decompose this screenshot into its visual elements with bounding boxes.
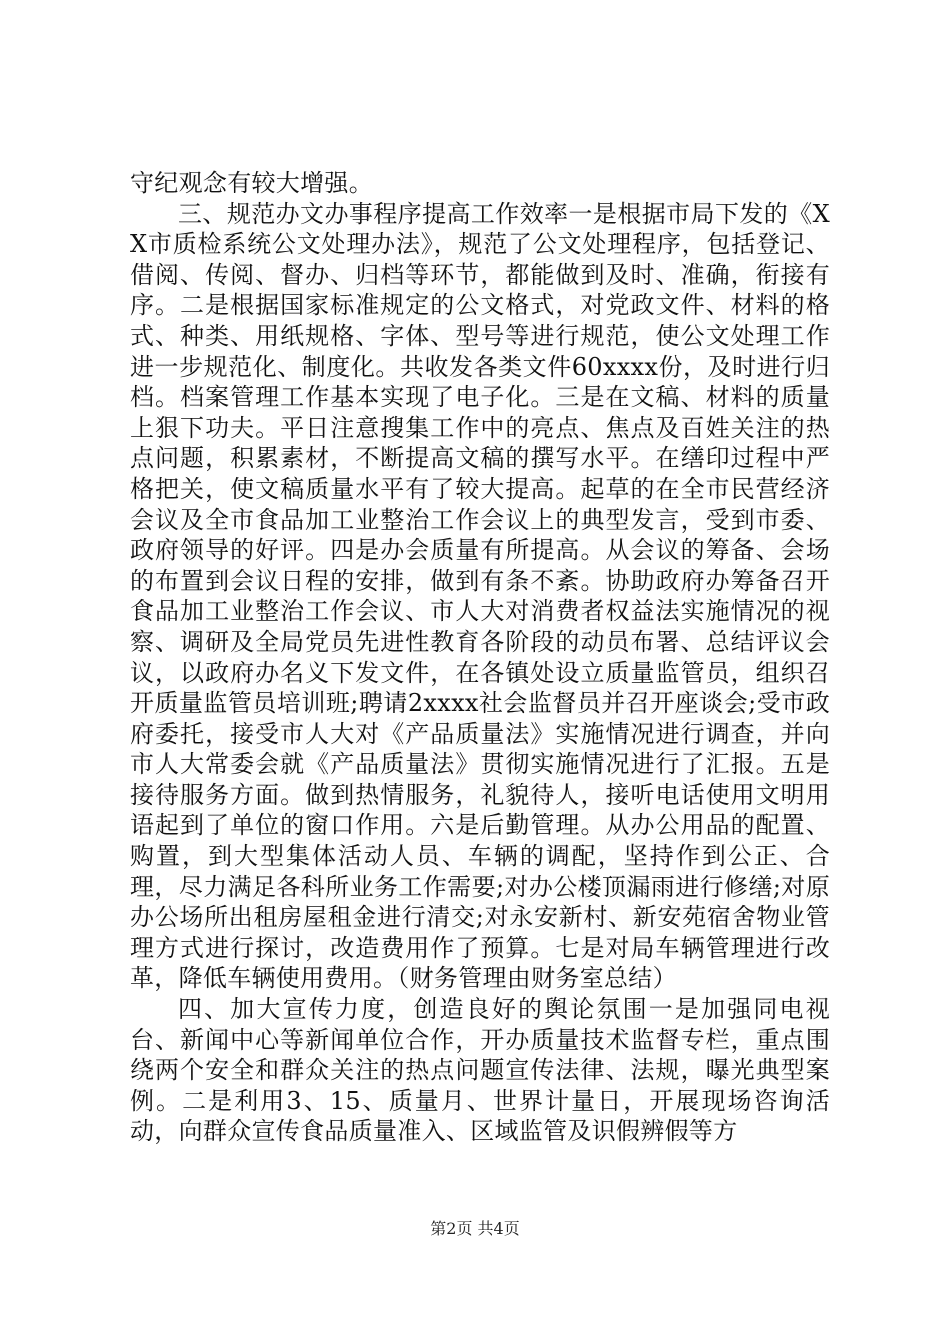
paragraph-continuation: 守纪观念有较大增强。 (130, 169, 373, 197)
document-body (130, 168, 830, 1147)
page-number-footer: 第2页 共4页 (430, 1219, 520, 1238)
paragraph-section-three: 三、规范办文办事程序提高工作效率一是根据市局下发的《XX市质检系统公文处理办法》，规范了公文处理程序，包括登记、借阅、传阅、督办、归档等环节，都能做到及时、准确，衔接有序。二是根据国家标准规定的公文格式，对党政文件、材料的格式、种类、用纸规格、字体、型号等进行规范，使公文处理工作进一步规范化、制度化。共收发各类文件60xxxx份，及时进行归档。档案管理工作基本实现了电子化。三是在文稿、材料的质量上狠下功夫。平日注意搜集工作中的亮点、焦点及百姓关注的热点问题，积累素材，不断提高文稿的撰写水平。在缮印过程中严格把关，使文稿质量水平有了较大提高。起草的在全市民营经济会议及全市食品加工业整治工作会议上的典型发言，受到市委、政府领导的好评。四是办会质量有所提高。从会议的筹备、会场的布置到会议日程的安排，做到有条不紊。协助政府办筹备召开食品加工业整治工作会议、市人大对消费者权益法实施情况的视察、调研及全局党员先进性教育各阶段的动员布署、总结评议会议，以政府办名义下发文件，在各镇处设立质量监管员，组织召开质量监管员培训班;聘请2xxxx社会监督员并召开座谈会;受市政府委托，接受市人大对《产品质量法》实施情况进行调查，并向市人大常委会就《产品质量法》贯彻实施情况进行了汇报。五是接待服务方面。做到热情服务，礼貌待人，接听电话使用文明用语起到了单位的窗口作用。六是后勤管理。从办公用品的配置、购置，到大型集体活动人员、车辆的调配，坚持作到公正、合理，尽力满足各科所业务工作需要;对办公楼顶漏雨进行修缮;对原办公场所出租房屋租金进行清交;对永安新村、新安苑宿舍物业管理方式进行探讨，改造费用作了预算。七是对局车辆管理进行改革，降低车辆使用费用。（财务管理由财务室总结） (130, 199, 830, 993)
paragraph-section-four: 四、加大宣传力度，创造良好的舆论氛围一是加强同电视台、新闻中心等新闻单位合作，开办质量技术监督专栏，重点围绕两个安全和群众关注的热点问题宣传法律、法规，曝光典型案例。二是利用3、15、质量月、世界计量日，开展现场咨询活动，向群众宣传食品质量准入、区域监管及识假辨假等方 (130, 995, 830, 1146)
